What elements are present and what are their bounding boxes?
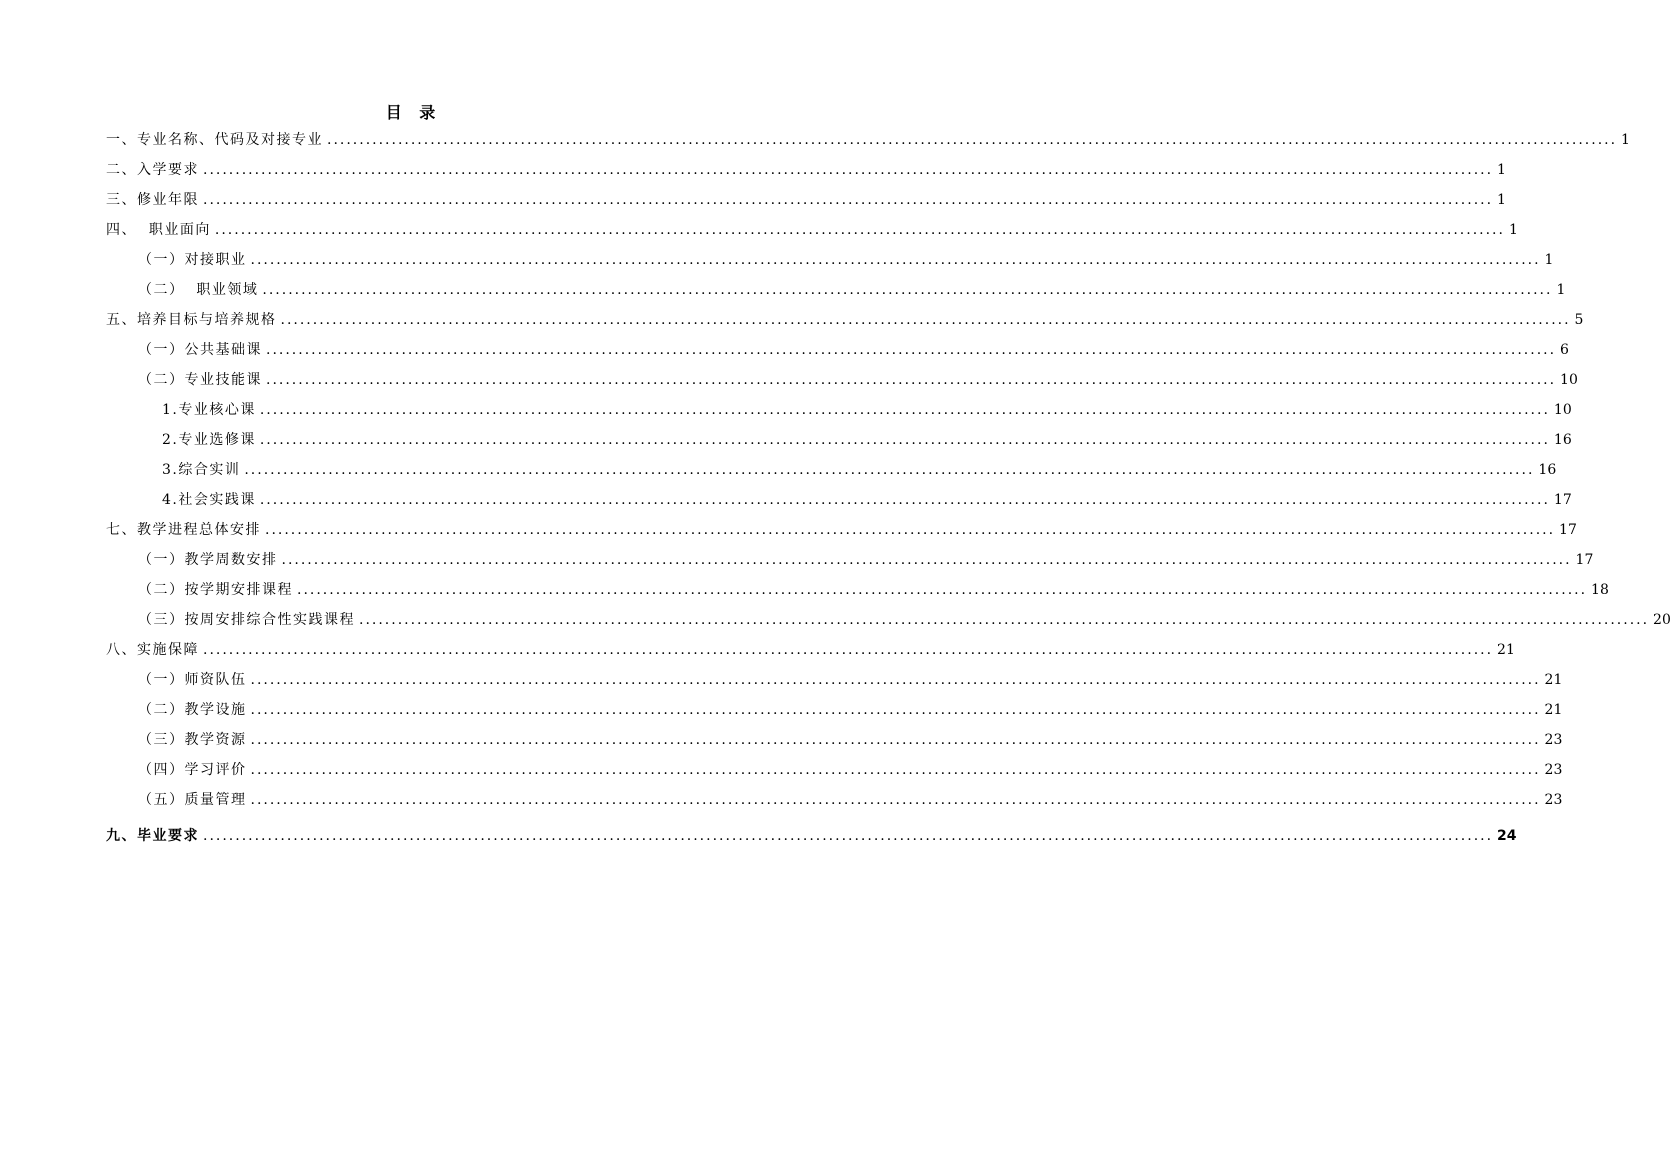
toc-dot-leader: ........................................................................................................................................................................................................ [259, 402, 1550, 418]
toc-entry[interactable] [138, 700, 1563, 720]
toc-entry-page-number: 16 [1553, 432, 1572, 448]
toc-entry-label: 4.社会实践课 [162, 492, 256, 508]
toc-entry-page-number: 10 [1553, 402, 1572, 418]
toc-entry-page-number: 1 [1497, 192, 1506, 208]
toc-entry-label: 五、培养目标与培养规格 [106, 312, 277, 328]
toc-entry-label: （一）师资队伍 [138, 672, 247, 688]
toc-dot-leader: ........................................................................................................................................................................................................ [250, 252, 1541, 268]
toc-entry-label: 3.综合实训 [162, 462, 241, 478]
toc-entry-page-number: 1 [1556, 282, 1566, 298]
toc-entry-page-number: 1 [1497, 162, 1506, 178]
toc-entry-page-number: 21 [1497, 642, 1515, 658]
toc-dot-leader: ........................................................................................................................................................................................................ [327, 132, 1618, 148]
toc-dot-leader: ........................................................................................................................................................................................................ [359, 612, 1650, 628]
toc-entry-page-number: 21 [1544, 702, 1563, 718]
toc-title: 目 录 [385, 103, 442, 122]
toc-dot-leader: ........................................................................................................................................................................................................ [203, 192, 1494, 208]
toc-entry[interactable] [162, 490, 1572, 510]
toc-entry-label: 八、实施保障 [106, 642, 199, 658]
toc-entry-label: 三、修业年限 [106, 192, 199, 208]
toc-entry[interactable] [106, 160, 1506, 180]
toc-dot-leader: ........................................................................................................................................................................................................ [203, 162, 1494, 178]
toc-entry[interactable] [162, 430, 1572, 450]
toc-entry[interactable] [138, 790, 1563, 810]
toc-entry-page-number: 17 [1553, 492, 1572, 508]
toc-dot-leader: ........................................................................................................................................................................................................ [262, 282, 1553, 298]
toc-entry-label: （一）公共基础课 [138, 342, 262, 358]
toc-entry-page-number: 1 [1508, 222, 1518, 238]
toc-entry[interactable] [138, 580, 1609, 600]
toc-entry-label: 2.专业选修课 [162, 432, 256, 448]
toc-entry[interactable] [106, 130, 1630, 150]
toc-entry-page-number: 5 [1574, 312, 1584, 328]
toc-dot-leader: ........................................................................................................................................................................................................ [250, 732, 1541, 748]
toc-entry-label: （三）按周安排综合性实践课程 [138, 612, 355, 628]
toc-entry[interactable] [106, 190, 1506, 210]
toc-entry-label: （二） 职业领域 [138, 282, 259, 298]
toc-entry-page-number: 6 [1560, 342, 1569, 358]
toc-dot-leader: ........................................................................................................................................................................................................ [266, 342, 1557, 358]
toc-entry[interactable] [162, 400, 1572, 420]
toc-dot-leader: ........................................................................................................................................................................................................ [297, 582, 1588, 598]
toc-entry-page-number: 23 [1544, 792, 1563, 808]
toc-entry-page-number: 24 [1497, 828, 1517, 844]
toc-entry-label: （五）质量管理 [138, 792, 247, 808]
toc-entry-label: 四、 职业面向 [106, 222, 211, 238]
toc-entry[interactable] [138, 250, 1554, 270]
toc-dot-leader: ........................................................................................................................................................................................................ [203, 828, 1494, 844]
toc-dot-leader: ........................................................................................................................................................................................................ [250, 792, 1541, 808]
toc-dot-leader: ........................................................................................................................................................................................................ [250, 762, 1541, 778]
toc-dot-leader: ........................................................................................................................................................................................................ [281, 552, 1572, 568]
toc-entry[interactable] [106, 520, 1577, 540]
toc-dot-leader: ........................................................................................................................................................................................................ [244, 462, 1535, 478]
toc-entry[interactable] [106, 826, 1517, 846]
toc-entry-page-number: 23 [1544, 762, 1563, 778]
toc-entry[interactable] [138, 280, 1566, 300]
toc-entry[interactable] [138, 340, 1569, 360]
toc-entry-page-number: 17 [1559, 522, 1577, 538]
toc-dot-leader: ........................................................................................................................................................................................................ [259, 492, 1550, 508]
toc-entry[interactable] [138, 610, 1671, 630]
toc-entry-page-number: 20 [1653, 612, 1671, 628]
toc-entry-label: （三）教学资源 [138, 732, 247, 748]
toc-entry-page-number: 10 [1560, 372, 1578, 388]
toc-entry-label: （一）教学周数安排 [138, 552, 278, 568]
toc-entry-label: （一）对接职业 [138, 252, 247, 268]
toc-entry-page-number: 23 [1544, 732, 1563, 748]
toc-entry-label: 一、专业名称、代码及对接专业 [106, 132, 323, 148]
toc-entry[interactable] [138, 370, 1578, 390]
toc-entry-page-number: 1 [1621, 132, 1630, 148]
toc-entry[interactable] [138, 730, 1563, 750]
toc-entry-label: 九、毕业要求 [106, 828, 199, 844]
toc-entry[interactable] [162, 460, 1557, 480]
toc-dot-leader: ........................................................................................................................................................................................................ [250, 672, 1541, 688]
toc-dot-leader: ........................................................................................................................................................................................................ [265, 522, 1556, 538]
toc-entry-page-number: 16 [1538, 462, 1557, 478]
toc-entry-label: 1.专业核心课 [162, 402, 256, 418]
toc-dot-leader: ........................................................................................................................................................................................................ [203, 642, 1494, 658]
toc-entry-page-number: 21 [1544, 672, 1563, 688]
toc-entry-page-number: 18 [1591, 582, 1609, 598]
toc-dot-leader: ........................................................................................................................................................................................................ [280, 312, 1571, 328]
toc-entry-label: （二）专业技能课 [138, 372, 262, 388]
toc-dot-leader: ........................................................................................................................................................................................................ [259, 432, 1550, 448]
toc-dot-leader: ........................................................................................................................................................................................................ [214, 222, 1505, 238]
toc-entry-page-number: 1 [1544, 252, 1554, 268]
toc-dot-leader: ........................................................................................................................................................................................................ [250, 702, 1541, 718]
toc-dot-leader: ........................................................................................................................................................................................................ [266, 372, 1557, 388]
toc-entry[interactable] [138, 670, 1563, 690]
toc-entry[interactable] [106, 220, 1518, 240]
toc-entry-label: （二）教学设施 [138, 702, 247, 718]
toc-entry[interactable] [106, 310, 1584, 330]
toc-entry-label: （四）学习评价 [138, 762, 247, 778]
toc-entry[interactable] [138, 550, 1594, 570]
toc-entry-label: （二）按学期安排课程 [138, 582, 293, 598]
toc-entry-label: 二、入学要求 [106, 162, 199, 178]
toc-entry[interactable] [106, 640, 1515, 660]
toc-entry-label: 七、教学进程总体安排 [106, 522, 261, 538]
toc-entry[interactable] [138, 760, 1563, 780]
toc-entry-page-number: 17 [1575, 552, 1594, 568]
